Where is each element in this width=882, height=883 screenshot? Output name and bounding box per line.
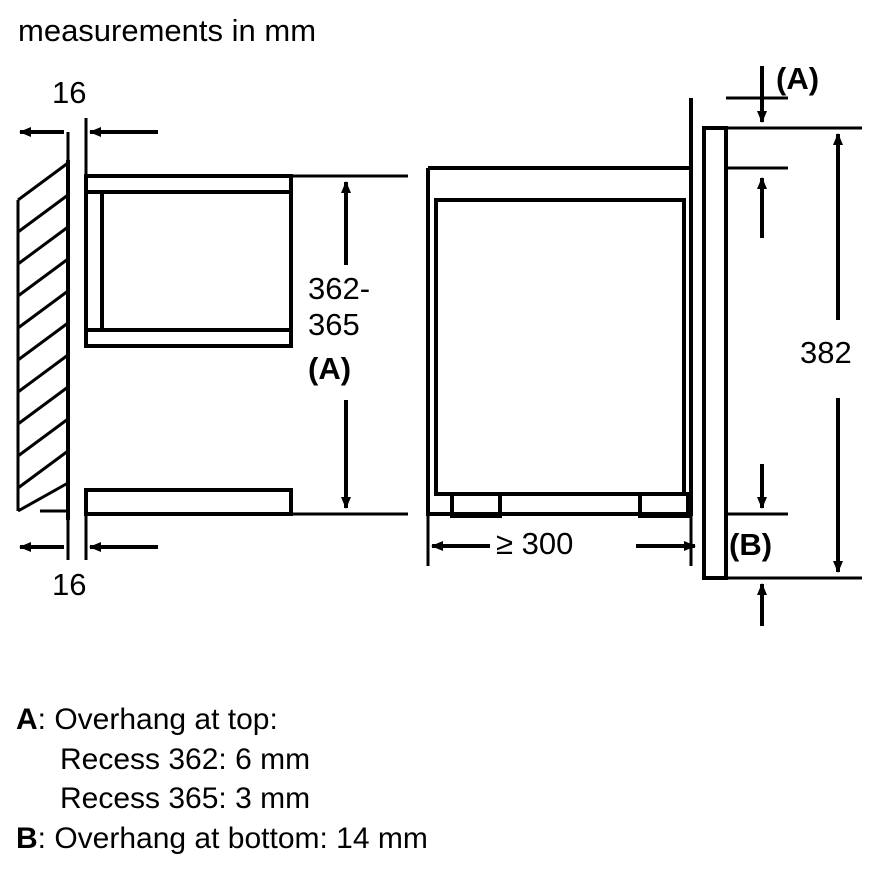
label-recess-height-line2: 365 [308,307,360,342]
left-view-upper-box [86,176,291,346]
note-b-text: : Overhang at bottom: 14 mm [37,821,428,855]
label-recess-height-marker-a: (A) [308,351,352,386]
note-a-key: A [16,703,38,736]
note-a-text: : Overhang at top: [37,703,278,736]
right-view-outer-box [428,168,691,514]
note-recess-362: Recess 362: 6 mm [60,742,311,776]
wall-hatching [18,163,68,511]
note-recess-365: Recess 365: 3 mm [60,782,311,816]
label-recess-depth: ≥ 300 [496,526,574,561]
page-title: measurements in mm [18,13,317,48]
right-view-door-panel [704,128,726,578]
label-overall-height: 382 [800,335,852,370]
label-recess-height-line1: 362- [308,271,371,306]
label-wall-clearance-bottom: 16 [52,567,87,602]
label-wall-clearance-top: 16 [52,75,87,110]
left-view-lower-shelf [86,490,291,514]
label-marker-b-right: (B) [729,527,773,562]
label-marker-a-top: (A) [776,61,820,96]
right-view-inner-box [436,200,684,494]
note-b-key: B [16,821,38,855]
